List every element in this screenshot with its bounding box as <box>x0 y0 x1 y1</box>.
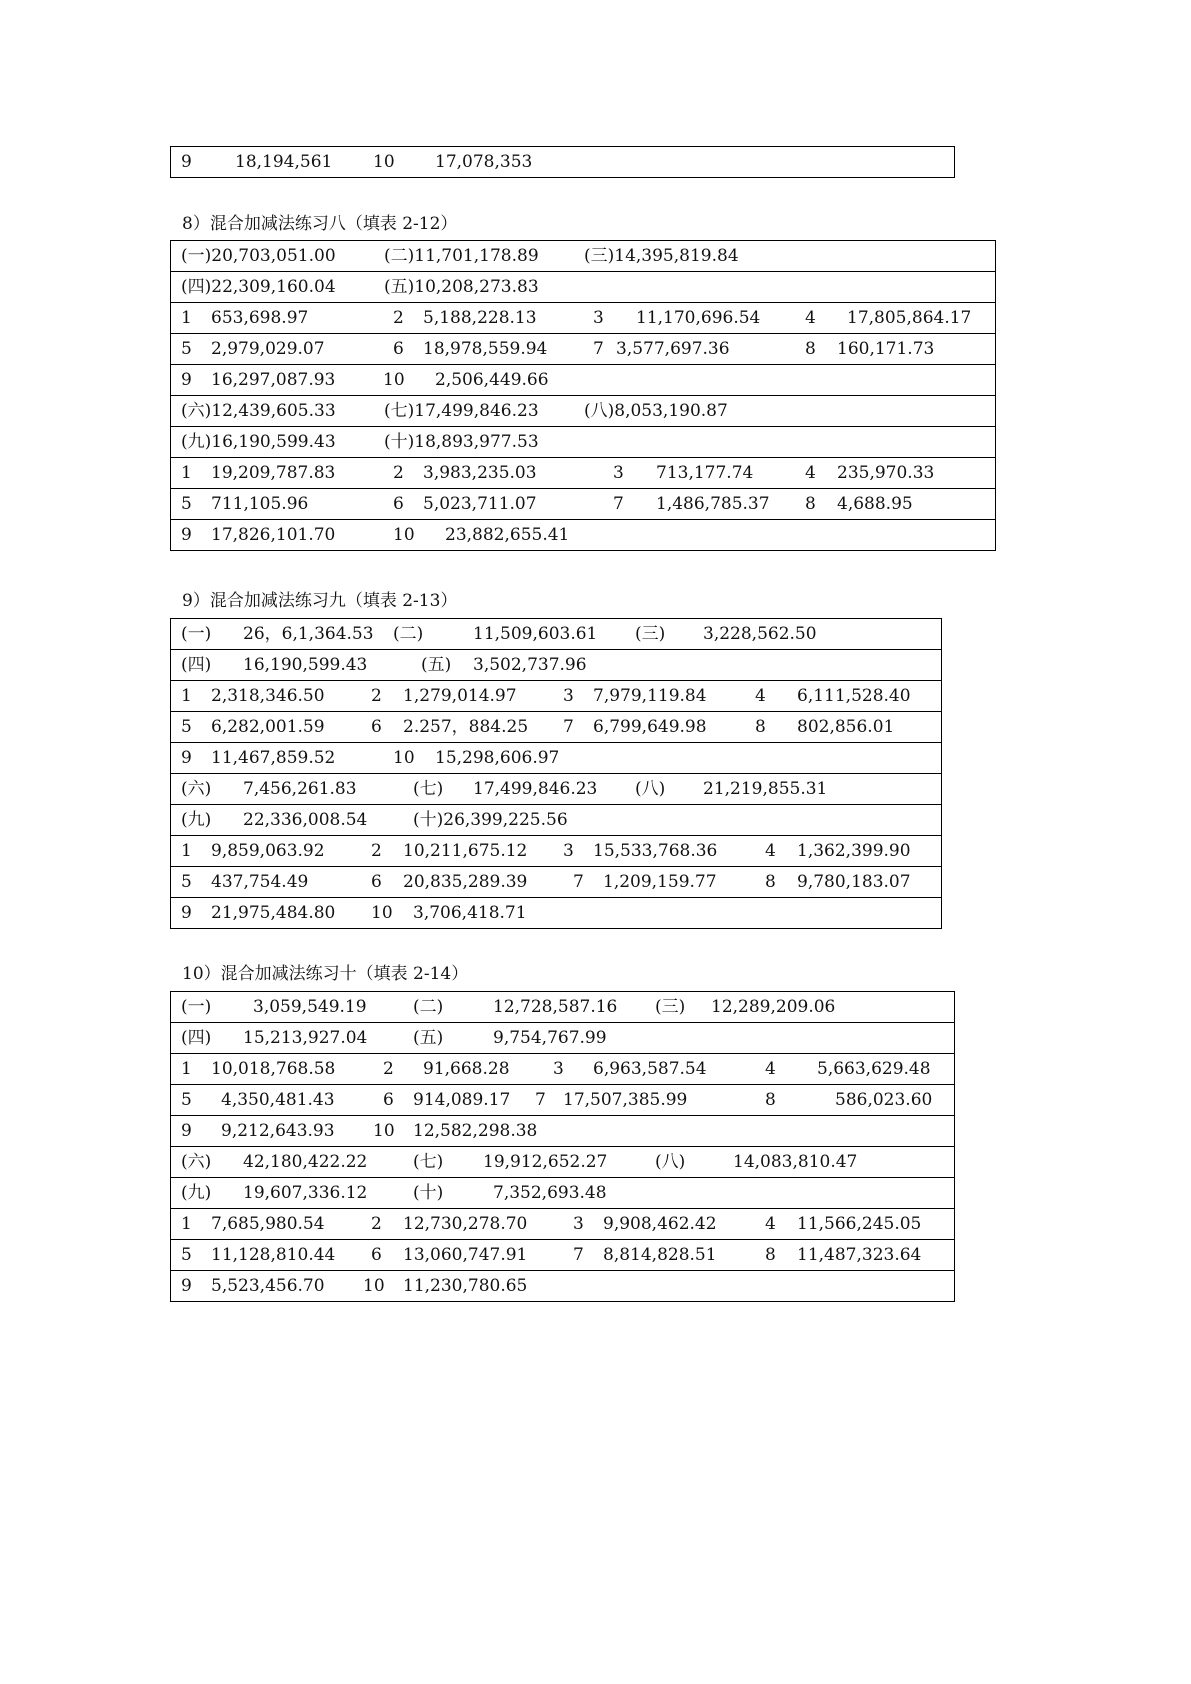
answer-cell: 6 <box>383 1090 394 1110</box>
answer-cell: 1 <box>181 841 192 861</box>
answer-cell: 10 <box>373 152 395 172</box>
answer-cell: 8 <box>755 717 766 737</box>
answer-cell: (五)10,208,273.83 <box>384 277 539 297</box>
answer-cell: 4,350,481.43 <box>221 1090 335 1110</box>
answer-cell: 11,230,780.65 <box>403 1276 528 1296</box>
answer-cell: 7 <box>593 339 604 359</box>
answer-cell: (七) <box>413 1152 444 1172</box>
answer-cell: (九) <box>181 1183 212 1203</box>
answer-cell: 3,228,562.50 <box>703 624 817 644</box>
answer-cell: 5,023,711.07 <box>423 494 537 514</box>
answer-cell: 1,486,785.37 <box>656 494 770 514</box>
section-heading: 10）混合加减法练习十（填表 2-14） <box>182 964 469 984</box>
answer-cell: 653,698.97 <box>211 308 309 328</box>
answer-cell: 12,728,587.16 <box>493 997 618 1017</box>
answer-cell: 26，6,1,364.53 <box>243 624 374 644</box>
answer-cell: 9 <box>181 1121 192 1141</box>
answer-cell: 91,668.28 <box>423 1059 510 1079</box>
answer-cell: 16,297,087.93 <box>211 370 336 390</box>
answer-cell: 6,799,649.98 <box>593 717 707 737</box>
answer-cell: 4 <box>755 686 766 706</box>
answer-cell: 9 <box>181 903 192 923</box>
answer-cell: 5 <box>181 872 192 892</box>
answer-cell: 12,582,298.38 <box>413 1121 538 1141</box>
answer-cell: 4 <box>805 308 816 328</box>
answer-cell: 2 <box>393 308 404 328</box>
answer-cell: 8 <box>765 1245 776 1265</box>
section-heading: 9）混合加减法练习九（填表 2-13） <box>182 591 458 611</box>
table-row <box>171 334 995 365</box>
answer-cell: 11,170,696.54 <box>636 308 761 328</box>
answer-cell: 3,706,418.71 <box>413 903 527 923</box>
answer-cell: (六)12,439,605.33 <box>181 401 336 421</box>
answer-cell: 4 <box>805 463 816 483</box>
answer-cell: 12,289,209.06 <box>711 997 836 1017</box>
answer-cell: 3,502,737.96 <box>473 655 587 675</box>
table-row <box>171 241 995 272</box>
answer-cell: 9,859,063.92 <box>211 841 325 861</box>
answer-cell: (八) <box>635 779 666 799</box>
answer-cell: 22,336,008.54 <box>243 810 368 830</box>
table-row <box>171 1023 954 1054</box>
answer-cell: 586,023.60 <box>835 1090 933 1110</box>
answer-cell: 9,780,183.07 <box>797 872 911 892</box>
answer-cell: 13,060,747.91 <box>403 1245 528 1265</box>
answer-cell: 9 <box>181 748 192 768</box>
answer-cell: 1 <box>181 308 192 328</box>
answer-cell: 42,180,422.22 <box>243 1152 368 1172</box>
answer-cell: 7,979,119.84 <box>593 686 707 706</box>
table-row <box>171 836 941 867</box>
answer-cell: 14,083,810.47 <box>733 1152 858 1172</box>
answer-cell: (八) <box>655 1152 686 1172</box>
answer-cell: 7,456,261.83 <box>243 779 357 799</box>
answer-cell: 15,213,927.04 <box>243 1028 368 1048</box>
answer-table <box>170 618 942 929</box>
answer-cell: 5 <box>181 717 192 737</box>
answer-cell: (一)20,703,051.00 <box>181 246 336 266</box>
table-row <box>171 1209 954 1240</box>
answer-table <box>170 991 955 1302</box>
table-row <box>171 1116 954 1147</box>
answer-cell: 9,754,767.99 <box>493 1028 607 1048</box>
answer-cell: (十)26,399,225.56 <box>413 810 568 830</box>
answer-table <box>170 240 996 551</box>
answer-cell: (六) <box>181 779 212 799</box>
table-row <box>171 867 941 898</box>
answer-cell: 9 <box>181 1276 192 1296</box>
answer-cell: 1 <box>181 1214 192 1234</box>
answer-cell: 1 <box>181 463 192 483</box>
answer-cell: 5 <box>181 339 192 359</box>
answer-table <box>170 146 955 178</box>
answer-cell: (十)18,893,977.53 <box>384 432 539 452</box>
answer-cell: 6,282,001.59 <box>211 717 325 737</box>
answer-cell: 10 <box>363 1276 385 1296</box>
answer-cell: (二)11,701,178.89 <box>384 246 539 266</box>
answer-cell: 7,685,980.54 <box>211 1214 325 1234</box>
table-row <box>171 805 941 836</box>
table-row <box>171 1240 954 1271</box>
answer-cell: 235,970.33 <box>837 463 935 483</box>
answer-cell: (三) <box>655 997 686 1017</box>
table-row <box>171 1054 954 1085</box>
answer-cell: 19,912,652.27 <box>483 1152 608 1172</box>
answer-cell: (八)8,053,190.87 <box>584 401 728 421</box>
answer-cell: 7 <box>573 872 584 892</box>
answer-cell: 711,105.96 <box>211 494 309 514</box>
answer-cell: 4 <box>765 1214 776 1234</box>
answer-cell: 6 <box>371 717 382 737</box>
answer-cell: 16,190,599.43 <box>243 655 368 675</box>
answer-cell: (五) <box>413 1028 444 1048</box>
answer-cell: (九)16,190,599.43 <box>181 432 336 452</box>
answer-cell: 7 <box>563 717 574 737</box>
answer-cell: 6 <box>371 1245 382 1265</box>
answer-cell: 8,814,828.51 <box>603 1245 717 1265</box>
answer-cell: 19,209,787.83 <box>211 463 336 483</box>
table-row <box>171 774 941 805</box>
answer-cell: (二) <box>393 624 424 644</box>
answer-cell: 17,826,101.70 <box>211 525 336 545</box>
answer-cell: 3 <box>563 841 574 861</box>
table-row <box>171 458 995 489</box>
answer-cell: 2 <box>383 1059 394 1079</box>
table-row <box>171 520 995 551</box>
answer-cell: 17,078,353 <box>435 152 533 172</box>
answer-cell: 23,882,655.41 <box>445 525 570 545</box>
answer-cell: 10 <box>393 525 415 545</box>
answer-cell: 713,177.74 <box>656 463 754 483</box>
table-row <box>171 1178 954 1209</box>
answer-cell: 11,128,810.44 <box>211 1245 336 1265</box>
answer-cell: 3 <box>593 308 604 328</box>
answer-cell: 437,754.49 <box>211 872 309 892</box>
answer-cell: 7 <box>613 494 624 514</box>
answer-cell: 3,059,549.19 <box>253 997 367 1017</box>
table-row <box>171 1147 954 1178</box>
table-row <box>171 365 995 396</box>
answer-cell: 17,499,846.23 <box>473 779 598 799</box>
answer-cell: 6 <box>393 339 404 359</box>
answer-cell: 21,219,855.31 <box>703 779 828 799</box>
answer-cell: 2,506,449.66 <box>435 370 549 390</box>
answer-cell: (四) <box>181 1028 212 1048</box>
answer-cell: 9,908,462.42 <box>603 1214 717 1234</box>
answer-cell: 18,194,561 <box>235 152 333 172</box>
table-row <box>171 1271 954 1302</box>
answer-cell: 2 <box>371 841 382 861</box>
answer-cell: (七) <box>413 779 444 799</box>
answer-cell: 4 <box>765 1059 776 1079</box>
answer-cell: (四) <box>181 655 212 675</box>
answer-cell: 9,212,643.93 <box>221 1121 335 1141</box>
answer-cell: (七)17,499,846.23 <box>384 401 539 421</box>
answer-cell: 1,209,159.77 <box>603 872 717 892</box>
answer-cell: 3 <box>563 686 574 706</box>
answer-cell: 15,533,768.36 <box>593 841 718 861</box>
section-heading: 8）混合加减法练习八（填表 2-12） <box>182 214 458 234</box>
answer-cell: 2 <box>371 1214 382 1234</box>
answer-cell: 4 <box>765 841 776 861</box>
answer-cell: 160,171.73 <box>837 339 935 359</box>
answer-cell: 5 <box>181 1245 192 1265</box>
answer-cell: (一) <box>181 624 212 644</box>
table-row <box>171 147 954 178</box>
answer-cell: 10,211,675.12 <box>403 841 528 861</box>
answer-cell: 2.257，884.25 <box>403 717 529 737</box>
answer-cell: 2,979,029.07 <box>211 339 325 359</box>
answer-cell: 2,318,346.50 <box>211 686 325 706</box>
answer-cell: 11,467,859.52 <box>211 748 336 768</box>
answer-cell: 17,507,385.99 <box>563 1090 688 1110</box>
answer-cell: 8 <box>765 1090 776 1110</box>
answer-cell: 1,279,014.97 <box>403 686 517 706</box>
answer-cell: 3,577,697.36 <box>616 339 730 359</box>
answer-cell: 3 <box>553 1059 564 1079</box>
table-row <box>171 427 995 458</box>
answer-cell: 3 <box>573 1214 584 1234</box>
answer-cell: (十) <box>413 1183 444 1203</box>
answer-cell: (三) <box>635 624 666 644</box>
answer-cell: (六) <box>181 1152 212 1172</box>
answer-cell: 20,835,289.39 <box>403 872 528 892</box>
answer-cell: 5,663,629.48 <box>817 1059 931 1079</box>
table-row <box>171 650 941 681</box>
answer-cell: 4,688.95 <box>837 494 913 514</box>
answer-cell: 7 <box>573 1245 584 1265</box>
answer-cell: 6 <box>393 494 404 514</box>
answer-cell: (九) <box>181 810 212 830</box>
answer-cell: 5 <box>181 494 192 514</box>
answer-cell: 6,963,587.54 <box>593 1059 707 1079</box>
answer-cell: 2 <box>393 463 404 483</box>
answer-cell: 5,188,228.13 <box>423 308 537 328</box>
answer-cell: 7,352,693.48 <box>493 1183 607 1203</box>
answer-cell: 914,089.17 <box>413 1090 511 1110</box>
answer-cell: 10 <box>373 1121 395 1141</box>
answer-cell: 11,566,245.05 <box>797 1214 922 1234</box>
table-row <box>171 898 941 929</box>
answer-cell: 802,856.01 <box>797 717 895 737</box>
answer-cell: 5 <box>181 1090 192 1110</box>
answer-cell: 18,978,559.94 <box>423 339 548 359</box>
answer-cell: 3,983,235.03 <box>423 463 537 483</box>
answer-cell: 1 <box>181 686 192 706</box>
answer-cell: 6,111,528.40 <box>797 686 911 706</box>
answer-cell: 2 <box>371 686 382 706</box>
answer-cell: 10 <box>371 903 393 923</box>
answer-cell: 1,362,399.90 <box>797 841 911 861</box>
answer-cell: (三)14,395,819.84 <box>584 246 739 266</box>
answer-cell: 11,509,603.61 <box>473 624 598 644</box>
answer-cell: 9 <box>181 525 192 545</box>
answer-cell: (二) <box>413 997 444 1017</box>
table-row <box>171 1085 954 1116</box>
answer-cell: 8 <box>805 339 816 359</box>
answer-cell: (四)22,309,160.04 <box>181 277 336 297</box>
table-row <box>171 992 954 1023</box>
table-row <box>171 743 941 774</box>
answer-cell: 19,607,336.12 <box>243 1183 368 1203</box>
answer-cell: 1 <box>181 1059 192 1079</box>
answer-cell: 8 <box>765 872 776 892</box>
answer-cell: 10,018,768.58 <box>211 1059 336 1079</box>
answer-cell: 6 <box>371 872 382 892</box>
answer-cell: 8 <box>805 494 816 514</box>
table-row <box>171 489 995 520</box>
table-row <box>171 272 995 303</box>
answer-cell: 21,975,484.80 <box>211 903 336 923</box>
table-row <box>171 712 941 743</box>
table-row <box>171 681 941 712</box>
answer-cell: 10 <box>393 748 415 768</box>
answer-cell: 3 <box>613 463 624 483</box>
answer-cell: 9 <box>181 370 192 390</box>
answer-cell: 9 <box>181 152 192 172</box>
table-row <box>171 396 995 427</box>
table-row <box>171 619 941 650</box>
answer-cell: 7 <box>535 1090 546 1110</box>
answer-cell: 11,487,323.64 <box>797 1245 922 1265</box>
answer-cell: 5,523,456.70 <box>211 1276 325 1296</box>
answer-cell: 17,805,864.17 <box>847 308 972 328</box>
answer-cell: 15,298,606.97 <box>435 748 560 768</box>
answer-cell: (一) <box>181 997 212 1017</box>
answer-cell: 10 <box>383 370 405 390</box>
answer-cell: 12,730,278.70 <box>403 1214 528 1234</box>
answer-cell: (五) <box>421 655 452 675</box>
table-row <box>171 303 995 334</box>
